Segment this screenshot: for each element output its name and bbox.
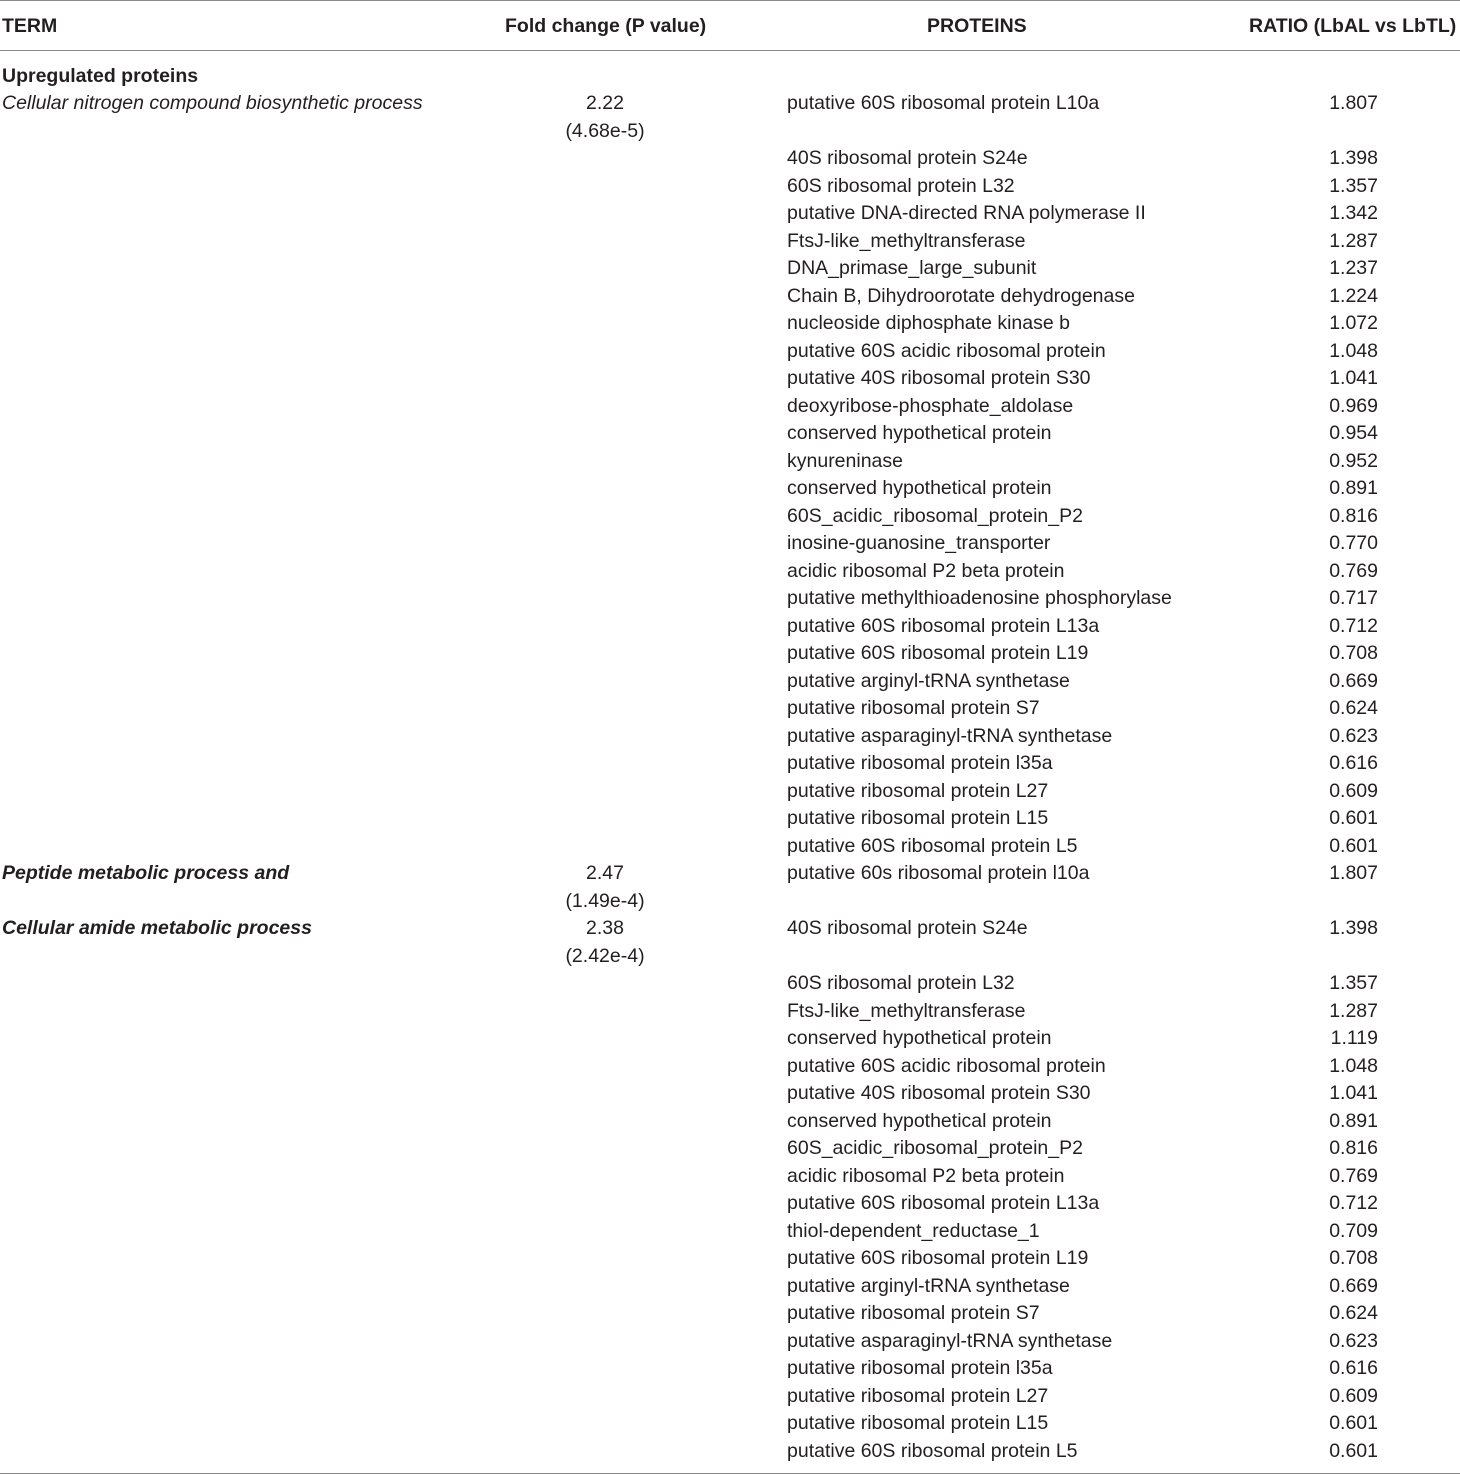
ratio-value: 0.616	[1329, 752, 1378, 774]
section-title: Upregulated proteins	[2, 65, 199, 87]
ratio-value: 0.712	[1329, 1192, 1378, 1214]
protein-name: 40S ribosomal protein S24e	[787, 147, 1028, 169]
ratio-value: 1.048	[1329, 1054, 1378, 1077]
ratio-value: 1.072	[1329, 312, 1378, 334]
ratio-value: 1.807	[1329, 862, 1378, 884]
ratio-value: 1.224	[1329, 284, 1378, 307]
ratio-value: 0.709	[1329, 1219, 1378, 1242]
header-proteins: PROTEINS	[927, 15, 1027, 37]
protein-name: deoxyribose-phosphate_aldolase	[787, 394, 1074, 417]
protein-name: putative 60S ribosomal protein L10a	[787, 92, 1100, 114]
protein-name: DNA_primase_large_subunit	[787, 257, 1037, 279]
ratio-value: 0.601	[1329, 834, 1378, 857]
ratio-value: 0.624	[1329, 697, 1378, 719]
ratio-value: 0.601	[1329, 1439, 1378, 1462]
protein-name: putative ribosomal protein l35a	[787, 1357, 1053, 1379]
protein-name: putative 60S acidic ribosomal protein	[787, 339, 1106, 362]
protein-name: putative 60s ribosomal protein l10a	[787, 862, 1090, 884]
ratio-value: 1.287	[1329, 999, 1378, 1022]
term-label: Cellular nitrogen compound biosynthetic process	[2, 92, 423, 114]
ratio-value: 1.357	[1329, 174, 1378, 197]
ratio-value: 0.952	[1329, 449, 1378, 472]
protein-name: putative methylthioadenosine phosphorylase	[787, 587, 1172, 609]
protein-name: putative ribosomal protein S7	[787, 1302, 1040, 1324]
protein-name: putative 60S ribosomal protein L5	[787, 834, 1078, 857]
ratio-value: 0.717	[1329, 587, 1378, 609]
protein-name: putative 40S ribosomal protein S30	[787, 1082, 1091, 1104]
ratio-value: 0.669	[1329, 669, 1378, 692]
ratio-value: 0.769	[1329, 559, 1378, 582]
p-value: (2.42e-4)	[565, 944, 645, 967]
protein-name: kynureninase	[787, 449, 903, 472]
ratio-value: 1.398	[1329, 147, 1378, 169]
ratio-value: 0.623	[1329, 724, 1378, 747]
protein-name: putative 60S ribosomal protein L13a	[787, 614, 1100, 637]
ratio-value: 0.616	[1329, 1357, 1378, 1379]
ratio-value: 1.357	[1329, 972, 1378, 994]
protein-name: FtsJ-like_methyltransferase	[787, 999, 1026, 1022]
protein-name: conserved hypothetical protein	[787, 1027, 1052, 1049]
ratio-value: 0.601	[1329, 807, 1378, 829]
ratio-value: 1.041	[1329, 367, 1378, 389]
protein-name: putative ribosomal protein l35a	[787, 752, 1053, 774]
protein-name: putative ribosomal protein L15	[787, 1412, 1049, 1434]
ratio-value: 0.609	[1329, 1384, 1378, 1407]
fold-change-value: 2.22	[586, 92, 624, 114]
protein-name: acidic ribosomal P2 beta protein	[787, 1164, 1065, 1187]
ratio-value: 0.623	[1329, 1329, 1378, 1352]
p-value: (4.68e-5)	[565, 119, 645, 142]
protein-name: conserved hypothetical protein	[787, 477, 1052, 499]
bottom-rule	[0, 1473, 1460, 1474]
protein-name: acidic ribosomal P2 beta protein	[787, 559, 1065, 582]
protein-name: 60S ribosomal protein L32	[787, 972, 1015, 994]
ratio-value: 0.624	[1329, 1302, 1378, 1324]
p-value: (1.49e-4)	[565, 889, 645, 912]
protein-name: conserved hypothetical protein	[787, 422, 1052, 444]
ratio-value: 0.816	[1329, 1137, 1378, 1159]
ratio-value: 0.601	[1329, 1412, 1378, 1434]
ratio-value: 0.712	[1329, 614, 1378, 637]
protein-name: 60S_acidic_ribosomal_protein_P2	[787, 504, 1083, 527]
ratio-value: 0.609	[1329, 779, 1378, 802]
ratio-value: 0.969	[1329, 394, 1378, 417]
ratio-value: 0.708	[1329, 1247, 1378, 1269]
ratio-value: 1.048	[1329, 339, 1378, 362]
protein-name: nucleoside diphosphate kinase b	[787, 312, 1070, 334]
protein-name: 60S_acidic_ribosomal_protein_P2	[787, 1137, 1083, 1159]
term-label: Peptide metabolic process and	[2, 862, 290, 884]
protein-name: 40S ribosomal protein S24e	[787, 917, 1028, 939]
ratio-value: 0.708	[1329, 642, 1378, 664]
protein-name: putative DNA-directed RNA polymerase II	[787, 202, 1146, 224]
ratio-value: 1.119	[1330, 1027, 1378, 1049]
protein-name: putative 40S ribosomal protein S30	[787, 367, 1091, 389]
protein-name: putative 60S ribosomal protein L19	[787, 642, 1089, 664]
ratio-value: 1.287	[1329, 229, 1378, 252]
ratio-value: 1.807	[1329, 92, 1378, 114]
protein-name: putative ribosomal protein L27	[787, 1384, 1049, 1407]
protein-name: putative ribosomal protein S7	[787, 697, 1040, 719]
ratio-value: 0.816	[1329, 504, 1378, 527]
protein-name: inosine-guanosine_transporter	[787, 532, 1051, 554]
protein-name: putative 60S acidic ribosomal protein	[787, 1054, 1106, 1077]
ratio-value: 0.891	[1329, 477, 1378, 499]
protein-name: putative 60S ribosomal protein L13a	[787, 1192, 1100, 1214]
ratio-value: 1.237	[1329, 257, 1378, 279]
protein-name: Chain B, Dihydroorotate dehydrogenase	[787, 284, 1135, 307]
protein-name: putative ribosomal protein L27	[787, 779, 1049, 802]
ratio-value: 1.041	[1329, 1082, 1378, 1104]
protein-name: putative arginyl-tRNA synthetase	[787, 1274, 1070, 1297]
fold-change-value: 2.47	[586, 862, 624, 884]
protein-name: thiol-dependent_reductase_1	[787, 1219, 1040, 1242]
term-label: Cellular amide metabolic process	[2, 917, 312, 939]
protein-name: putative arginyl-tRNA synthetase	[787, 669, 1070, 692]
protein-name: putative asparaginyl-tRNA synthetase	[787, 724, 1113, 747]
header-term: TERM	[2, 15, 58, 37]
ratio-value: 0.770	[1329, 532, 1378, 554]
protein-name: 60S ribosomal protein L32	[787, 174, 1015, 197]
ratio-value: 1.342	[1329, 202, 1378, 224]
header-fold-change: Fold change (P value)	[505, 15, 707, 37]
fold-change-value: 2.38	[586, 917, 624, 939]
ratio-value: 0.669	[1329, 1274, 1378, 1297]
protein-name: putative ribosomal protein L15	[787, 807, 1049, 829]
protein-name: FtsJ-like_methyltransferase	[787, 229, 1026, 252]
ratio-value: 0.769	[1329, 1164, 1378, 1187]
protein-name: putative 60S ribosomal protein L5	[787, 1439, 1078, 1462]
ratio-value: 0.891	[1329, 1109, 1378, 1132]
protein-name: putative 60S ribosomal protein L19	[787, 1247, 1089, 1269]
header-ratio: RATIO (LbAL vs LbTL)	[1249, 15, 1457, 37]
protein-name: conserved hypothetical protein	[787, 1109, 1052, 1132]
ratio-value: 1.398	[1329, 917, 1378, 939]
protein-name: putative asparaginyl-tRNA synthetase	[787, 1329, 1113, 1352]
ratio-value: 0.954	[1329, 422, 1378, 444]
